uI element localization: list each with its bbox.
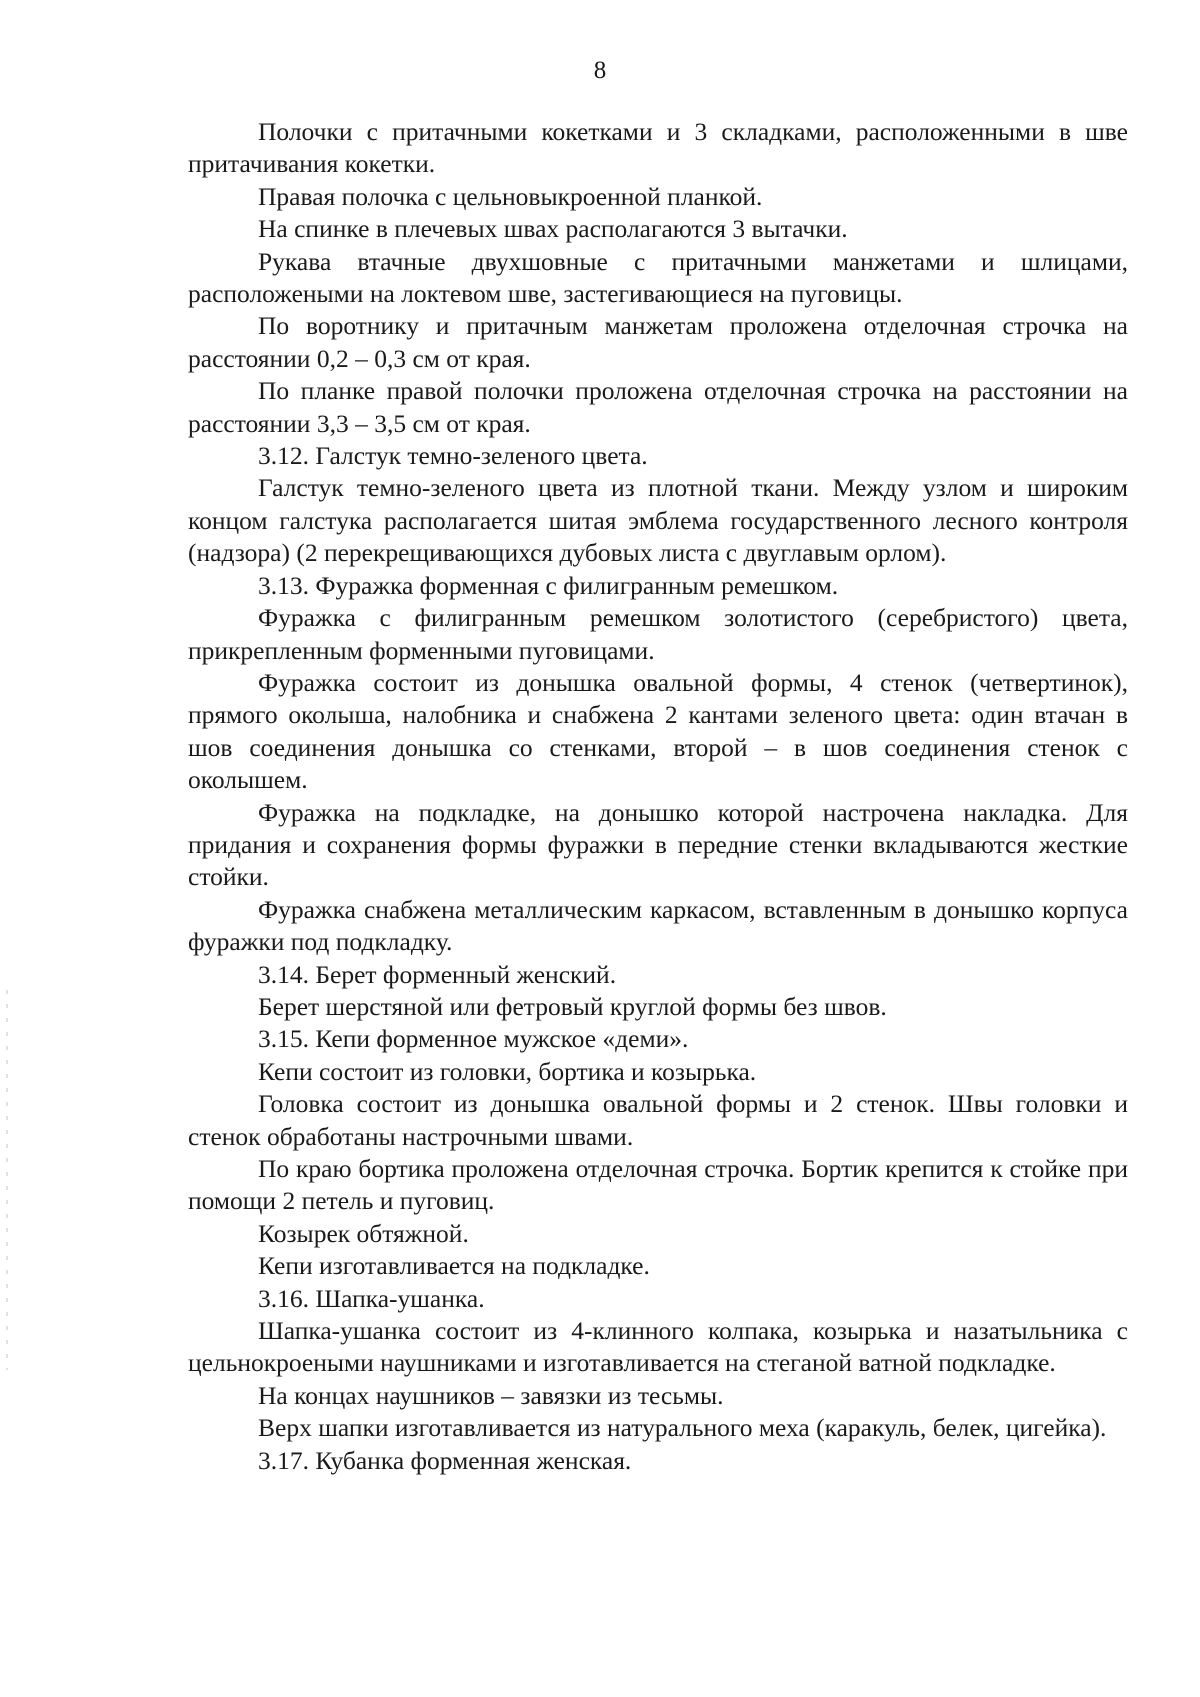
section-heading: 3.12. Галстук темно-зеленого цвета. — [258, 441, 648, 471]
paragraph: На концах наушников – завязки из тесьмы. — [258, 1380, 724, 1410]
scan-margin-artifact — [6, 990, 8, 1370]
section-heading: 3.14. Берет форменный женский. — [258, 959, 617, 989]
paragraph: На спинке в плечевых швах располагаются 3 вытачки. — [258, 214, 848, 244]
paragraph: Кепи изготавливается на подкладке. — [258, 1251, 650, 1281]
paragraph: По краю бортика проложена отделочная строчка. Бортик крепится к стойке при помощи 2 петель и пуговиц. — [188, 1154, 1128, 1216]
section-heading: 3.16. Шапка-ушанка. — [258, 1283, 485, 1313]
paragraph: Рукава втачные двухшовные с притачными манжетами и шлицами, расположеными на локтевом шве, застегивающиеся на пуговицы. — [188, 246, 1128, 309]
paragraph: Фуражка с филигранным ремешком золотистого (серебристого) цвета, прикрепленным форменными пуговицами. — [188, 603, 1128, 665]
paragraph: Верх шапки изготавливается из натурального меха (каракуль, белек, цигейка). — [258, 1413, 1107, 1443]
paragraph: Галстук темно-зеленого цвета из плотной ткани. Между узлом и широким концом галстука располагается шитая эмблема государственного лесного контроля (надзора) (2 перекрещивающихся дубовых листа с двуглавым орлом). — [188, 473, 1128, 568]
paragraph: Кепи состоит из головки, бортика и козырька. — [258, 1056, 757, 1086]
paragraph: Фуражка снабжена металлическим каркасом, вставленным в донышко корпуса фуражки под подкладку. — [188, 894, 1128, 957]
section-heading: 3.17. Кубанка форменная женская. — [258, 1445, 632, 1475]
paragraph: Правая полочка с цельновыкроенной планкой. — [258, 181, 763, 211]
paragraph: Козырек обтяжной. — [258, 1218, 469, 1248]
paragraph: Головка состоит из донышка овальной формы и 2 стенок. Швы головки и стенок обработаны настрочными швами. — [188, 1089, 1128, 1151]
paragraph: По планке правой полочки проложена отделочная строчка на расстоянии на расстоянии 3,3 – 3,5 см от края. — [188, 376, 1128, 438]
paragraph: Берет шерстяной или фетровый круглой формы без швов. — [258, 991, 887, 1021]
paragraph: Шапка-ушанка состоит из 4-клинного колпака, козырька и назатыльника с цельнокроеными наушниками и изготавливается на стеганой ватной подкладке. — [188, 1316, 1128, 1378]
page-number: 8 — [593, 57, 607, 84]
section-heading: 3.15. Кепи форменное мужское «деми». — [258, 1024, 689, 1054]
paragraph: Фуражка состоит из донышка овальной формы, 4 стенок (четвертинок), прямого околыша, налобника и снабжена 2 кантами зеленого цвета: один втачан в шов соединения донышка со стенками, второй – в шов соединения стенок с околышем. — [188, 667, 1128, 795]
section-heading: 3.13. Фуражка форменная с филигранным ремешком. — [258, 570, 839, 600]
paragraph: Полочки с притачными кокетками и 3 складками, расположенными в шве притачивания кокетки. — [188, 117, 1128, 179]
paragraph: Фуражка на подкладке, на донышко которой настрочена накладка. Для придания и сохранения формы фуражки в передние стенки вкладываются жесткие стойки. — [188, 797, 1128, 892]
paragraph: По воротнику и притачным манжетам проложена отделочная строчка на расстоянии 0,2 – 0,3 см от края. — [188, 311, 1128, 373]
document-body — [188, 116, 1128, 1477]
